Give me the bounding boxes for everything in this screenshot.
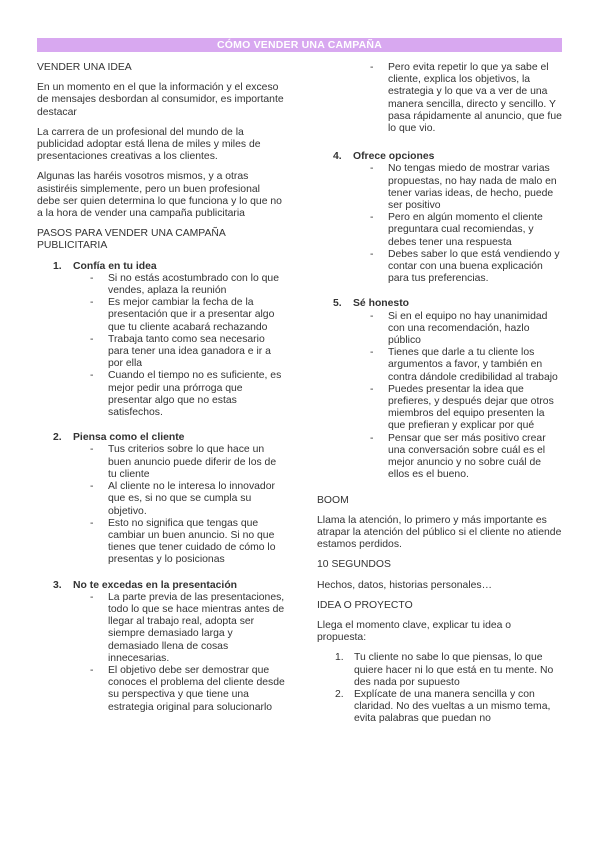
item-text: Explícate de una manera sencilla y con claridad. No des vueltas a un mismo tema, evita palabras que puedan no — [354, 688, 551, 725]
step-number: 2. — [53, 432, 62, 444]
numbered-item — [335, 652, 562, 689]
intro-paragraph: En un momento en el que la información y el exceso de mensajes desbordan al consumidor, es importante destacar — [37, 82, 284, 118]
bullet-item: - Tus criterios sobre lo que hace un buen anuncio puede diferir de los de tu cliente — [90, 444, 285, 481]
step-item — [317, 151, 562, 285]
numbered-item — [335, 689, 562, 726]
intro-paragraph: Algunas las haréis vosotros mismos, y a otras asistiréis simplemente, pero un buen profesional debe ser quien determina lo que funciona y lo que no a la hora de vender una campaña publicitaria — [37, 171, 282, 220]
bullet-list — [317, 62, 562, 135]
step-item — [37, 580, 285, 714]
item-number: 2. — [335, 688, 344, 700]
bullet-item: - Trabaja tanto como sea necesario para tener una idea ganadora e ir a por ella — [90, 334, 285, 371]
step-number: 3. — [53, 579, 62, 591]
step-title-text: Piensa como el cliente — [73, 432, 185, 444]
step-number: 1. — [53, 260, 62, 272]
right-column — [317, 62, 562, 726]
idea-heading: IDEA O PROYECTO — [317, 599, 413, 611]
left-column — [37, 62, 285, 727]
steps-list — [317, 151, 562, 481]
step-title-text: No te excedas en la presentación — [73, 579, 238, 591]
section-heading-pasos: PASOS PARA VENDER UNA CAMPAÑA PUBLICITARIA — [37, 228, 226, 252]
bullet-list — [317, 311, 562, 482]
step-title-text: Sé honesto — [353, 298, 410, 310]
bullet-item: - Esto no significa que tengas que cambiar un buen anuncio. Si no que tienes que tener cuidado de cómo lo presentas y lo posicionas — [90, 518, 285, 567]
bullet-list — [37, 444, 285, 566]
item-number: 1. — [335, 652, 344, 664]
ten-seconds-paragraph: Hechos, datos, historias personales… — [317, 579, 492, 591]
step-title — [333, 151, 562, 163]
step-title-text: Ofrece opciones — [353, 151, 435, 163]
bullet-item: - Tienes que darle a tu cliente los argumentos a favor, y también en contra dándole credibilidad al trabajo — [370, 347, 562, 384]
step-title-text: Confía en tu idea — [73, 260, 157, 272]
bullet-list — [317, 163, 562, 285]
boom-paragraph: Llama la atención, lo primero y más importante es atrapar la atención del público si el cliente no atiende estamos perdidos. — [317, 514, 562, 551]
bullet-item: - No tengas miedo de mostrar varias propuestas, no hay nada de malo en tener varias ideas, de hecho, puede ser positivo — [370, 163, 562, 212]
intro-paragraph: La carrera de un profesional del mundo de la publicidad adoptar está llena de miles y miles de presentaciones creativas a los clientes. — [37, 126, 261, 163]
step-item — [317, 298, 562, 481]
bullet-item: - El objetivo debe ser demostrar que conoces el problema del cliente desde su perspectiva y que tiene una estrategia original para solucionarlo — [90, 665, 285, 714]
bullet-item: - Pensar que ser más positivo crear una conversación sobre cuál es el mejor anuncio y no sobre cuál de ellos es el bueno. — [370, 433, 562, 482]
bullet-item: - La parte previa de las presentaciones, todo lo que se hace mientras antes de llegar al trabajo real, adopta ser siempre demasiado larga y demasiado llena de cosas innecesarias. — [90, 592, 285, 665]
step-title — [53, 261, 285, 273]
bullet-item: - Si en el equipo no hay unanimidad con una recomendación, hazlo público — [370, 311, 562, 348]
bullet-item: - Pero en algún momento el cliente preguntara cual recomiendas, y debes tener una respuesta — [370, 212, 562, 249]
boom-heading: BOOM — [317, 494, 349, 506]
step-number: 4. — [333, 151, 342, 163]
bullet-item: - Debes saber lo que está vendiendo y contar con una buena explicación para tus preferencias. — [370, 249, 562, 286]
step-item — [37, 432, 285, 566]
step-title — [333, 298, 562, 310]
bullet-item: - Es mejor cambiar la fecha de la presentación que ir a presentar algo que tu cliente acabará rechazando — [90, 297, 285, 334]
bullet-item: - Pero evita repetir lo que ya sabe el cliente, explica los objetivos, la estrategia y lo que va a ver de una manera sencilla, directo y sencillo. Y pasa rápidamente al anuncio, que fue lo que vio. — [370, 62, 562, 135]
page-title: CÓMO VENDER UNA CAMPAÑA — [37, 38, 562, 52]
bullet-item: - Si no estás acostumbrado con lo que vendes, aplaza la reunión — [90, 273, 285, 297]
bullet-list — [37, 592, 285, 714]
bullet-item: - Cuando el tiempo no es suficiente, es mejor pedir una prórroga que presentar algo que no estas satisfechos. — [90, 370, 285, 419]
idea-paragraph: Llega el momento clave, explicar tu idea o propuesta: — [317, 619, 512, 644]
ten-seconds-heading: 10 SEGUNDOS — [317, 559, 391, 571]
step-title — [53, 580, 285, 592]
numbered-list — [317, 652, 562, 725]
bullet-item: - Al cliente no le interesa lo innovador que es, si no que se cumpla su objetivo. — [90, 481, 285, 518]
bullet-list — [37, 273, 285, 419]
bullet-item: - Puedes presentar la idea que prefieres, y después dejar que otros miembros del equipo presenten la que prefieran y explicar por qué — [370, 384, 562, 433]
section-heading-vender: VENDER UNA IDEA — [37, 62, 132, 73]
item-text: Tu cliente no sabe lo que piensas, lo que quiere hacer ni lo que está en tu mente. No des nada por supuesto — [354, 652, 554, 688]
step-title — [53, 432, 285, 444]
step-item — [37, 261, 285, 420]
steps-list — [37, 261, 285, 714]
step-number: 5. — [333, 298, 342, 310]
